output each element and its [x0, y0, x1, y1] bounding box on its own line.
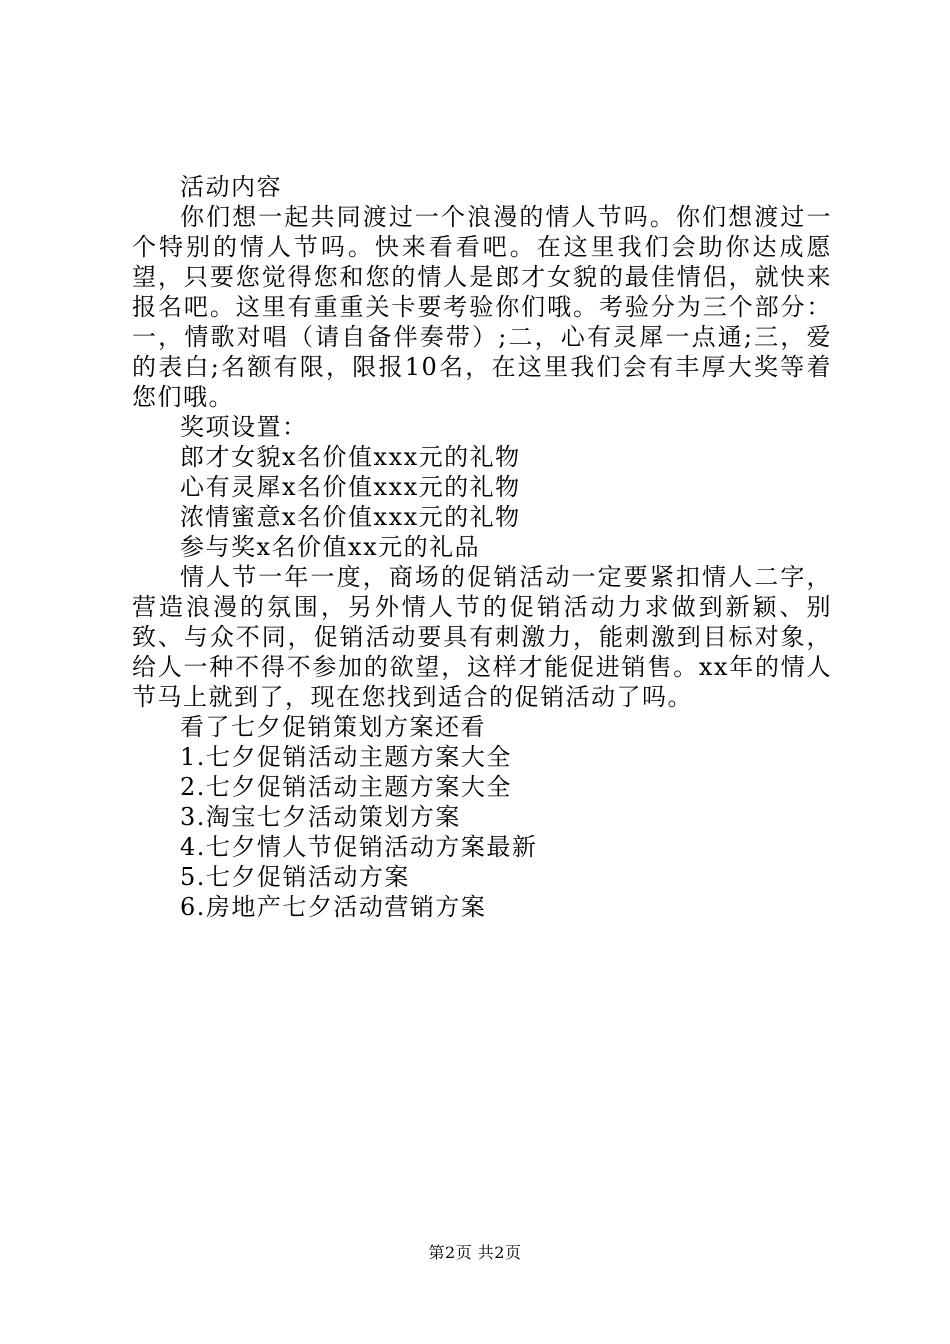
awards-heading: 奖项设置： [180, 413, 308, 441]
award-item: 郎才女貌x名价值xxx元的礼物 [180, 443, 521, 471]
related-link-item: 4.七夕情人节促销活动方案最新 [180, 833, 538, 861]
related-link-item: 6.房地产七夕活动营销方案 [180, 893, 487, 921]
related-link-item: 5.七夕促销活动方案 [180, 863, 410, 891]
related-link-item: 2.七夕促销活动主题方案大全 [180, 773, 512, 801]
award-item: 心有灵犀x名价值xxx元的礼物 [180, 473, 521, 501]
section-heading: 活动内容 [180, 173, 282, 201]
closing-paragraph: 情人节一年一度，商场的促销活动一定要紧扣情人二字，营造浪漫的氛围，另外情人节的促销活动力求做到新颖、别致、与众不同，促销活动要具有刺激力，能刺激到目标对象，给人一种不得不参加的欲望，这样才能促进销售。xx年的情人节马上就到了，现在您找到适合的促销活动了吗。 [132, 563, 832, 711]
award-item: 浓情蜜意x名价值xxx元的礼物 [180, 503, 521, 531]
related-heading: 看了七夕促销策划方案还看 [180, 713, 486, 741]
related-link-item: 1.七夕促销活动主题方案大全 [180, 743, 512, 771]
document-body [132, 172, 832, 922]
page-number-footer: 第2页 共2页 [428, 1243, 522, 1262]
award-item: 参与奖x名价值xx元的礼品 [180, 533, 481, 561]
related-link-item: 3.淘宝七夕活动策划方案 [180, 803, 461, 831]
intro-paragraph: 你们想一起共同渡过一个浪漫的情人节吗。你们想渡过一个特别的情人节吗。快来看看吧。在这里我们会助你达成愿望，只要您觉得您和您的情人是郎才女貌的最佳情侣，就快来报名吧。这里有重重关卡要考验你们哦。考验分为三个部分：一，情歌对唱（请自备伴奏带）;二，心有灵犀一点通;三，爱的表白;名额有限，限报10名，在这里我们会有丰厚大奖等着您们哦。 [132, 203, 832, 411]
